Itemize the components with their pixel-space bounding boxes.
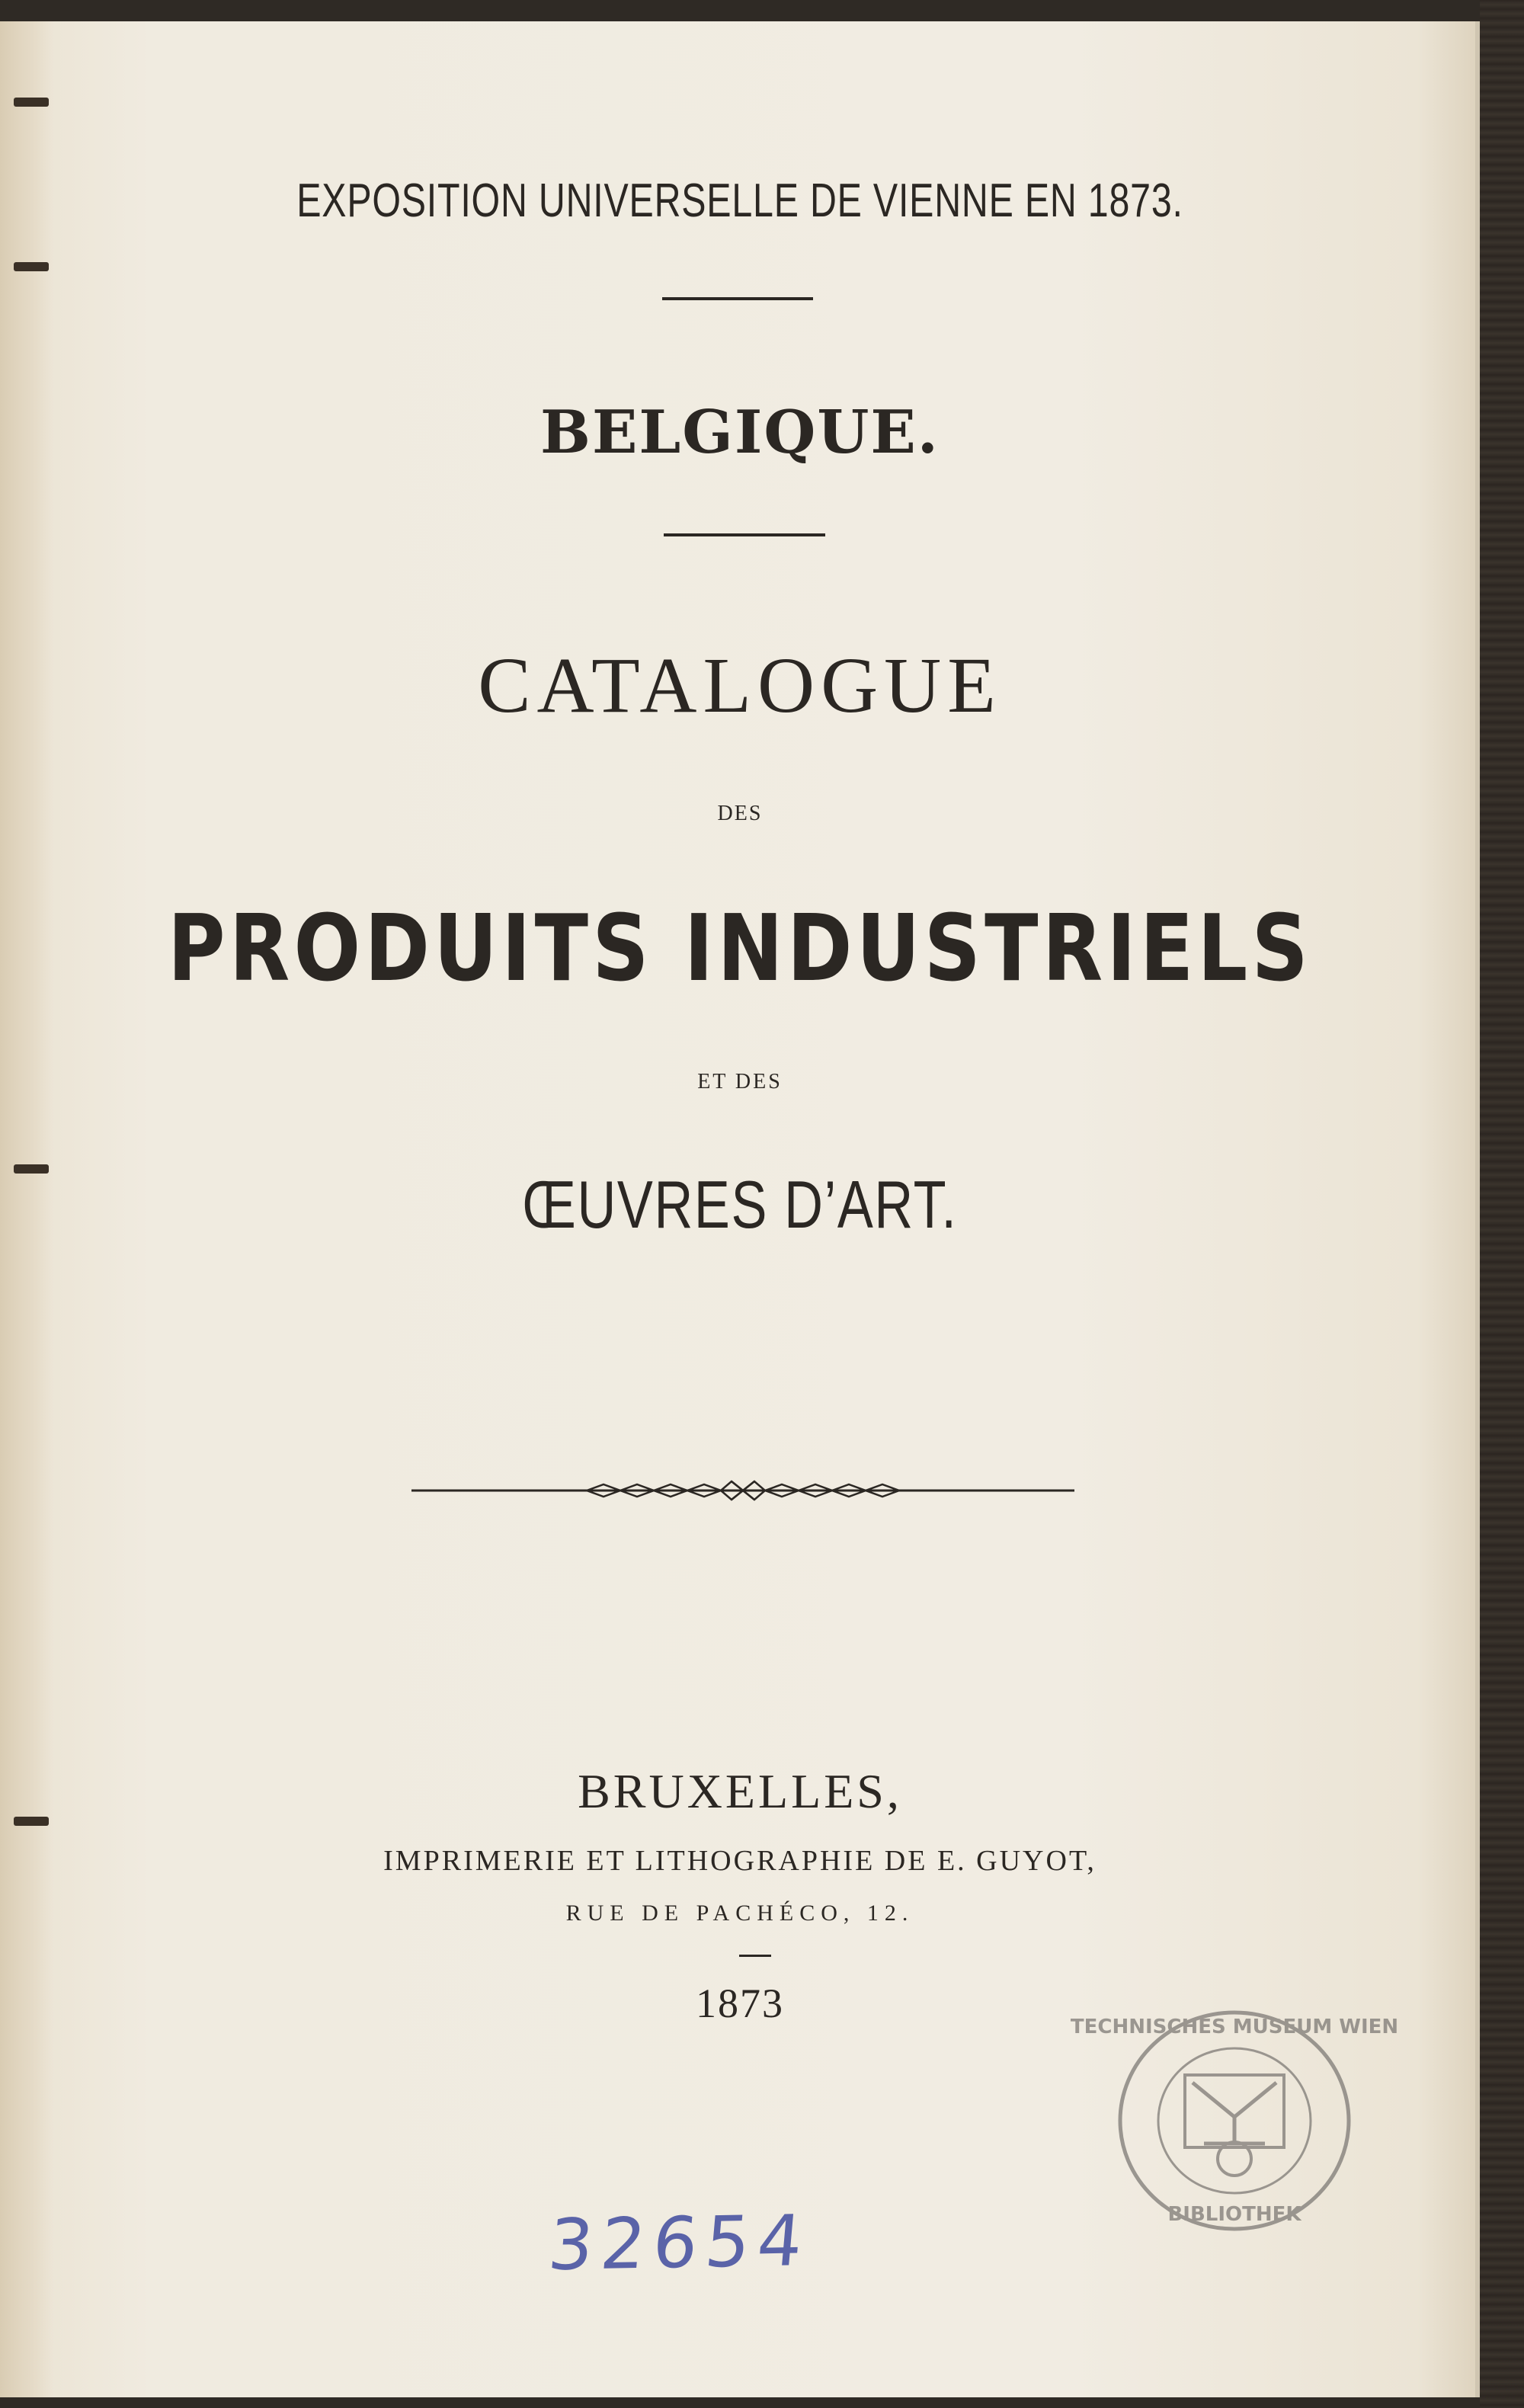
publication-year: 1873 bbox=[696, 1981, 784, 2026]
address-line: RUE DE PACHÉCO, 12. bbox=[565, 1900, 914, 1926]
svg-text:BIBLIOTHEK: BIBLIOTHEK bbox=[1167, 2203, 1301, 2226]
divider-rule bbox=[662, 297, 813, 300]
city-line: BRUXELLES, bbox=[578, 1764, 902, 1818]
binding-hole bbox=[14, 1164, 49, 1174]
printer-line: IMPRIMERIE ET LITHOGRAPHIE DE E. GUYOT, bbox=[383, 1845, 1097, 1877]
short-rule bbox=[739, 1955, 771, 1957]
catalogue-title: CATALOGUE bbox=[478, 642, 1002, 729]
binding-hole bbox=[14, 98, 49, 107]
book-edge bbox=[1480, 0, 1524, 2408]
binding-gutter bbox=[0, 21, 53, 2397]
oeuvres-title: ŒUVRES D’ART. bbox=[522, 1167, 958, 1242]
exposition-heading: EXPOSITION UNIVERSELLE DE VIENNE EN 1873. bbox=[296, 175, 1183, 227]
binding-hole bbox=[14, 262, 49, 271]
divider-rule bbox=[664, 533, 825, 536]
country-heading: BELGIQUE. bbox=[540, 398, 940, 467]
des-connector: DES bbox=[717, 802, 763, 825]
library-stamp-icon bbox=[1070, 2003, 1399, 2239]
ornament-divider-icon bbox=[411, 1475, 1074, 1506]
svg-text:TECHNISCHES MUSEUM WIEN: TECHNISCHES MUSEUM WIEN bbox=[1070, 2016, 1399, 2038]
et-des-connector: ET DES bbox=[697, 1070, 783, 1094]
produits-title: PRODUITS INDUSTRIELS bbox=[168, 896, 1312, 1002]
shelf-number-handwritten: 32654 bbox=[545, 2199, 814, 2287]
